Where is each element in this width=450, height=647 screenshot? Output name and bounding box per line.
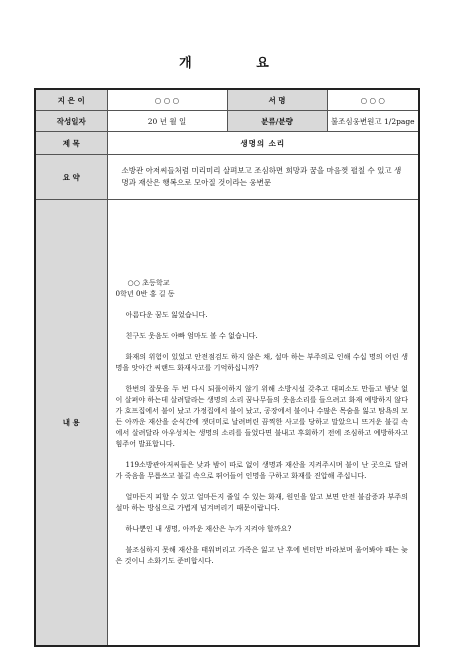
- paragraph: 아름다운 꿈도 잃었습니다.: [125, 310, 208, 320]
- date-value: 20 년 월 일: [107, 111, 227, 132]
- form-table: [34, 88, 420, 647]
- author-label: 지 은 이: [35, 89, 107, 111]
- category-value: 불조심웅변원고 1/2page: [327, 111, 419, 132]
- signature-label: 서 명: [227, 89, 327, 111]
- subject-label: 제 목: [35, 132, 107, 155]
- document-title: 개 요: [179, 56, 299, 71]
- content-body: [107, 200, 419, 647]
- summary-label: 요 약: [35, 155, 107, 200]
- summary-text: 소방관 아저씨들처럼 미리미리 살펴보고 조심하면 희망과 꿈을 마음껏 펼칠 수 있고 생명과 재산은 행복으로 모아질 것이라는 웅변문: [107, 155, 419, 200]
- paragraph: 하나뿐인 내 생명, 아까운 재산은 누가 지켜야 할까요?: [125, 523, 292, 533]
- paragraph: 화재의 위험이 있었고 안전점검도 하지 않은 채, 설마 하는 부주의로 인해 수십 명의 어린 생명을 앗아간 씨랜드 화재사고를 기억하십니까?: [115, 352, 409, 373]
- content-label: 내 용: [35, 200, 107, 647]
- paragraph: 불조심하지 못해 재산을 태워버리고 가족은 잃고 난 후에 빈터만 바라보며 울어봐야 때는 늦은 것이니 소화기도 준비합시다.: [115, 544, 409, 565]
- author-value: ○ ○ ○: [107, 89, 227, 111]
- student-name: 0학년 0반 홍 길 동: [115, 289, 175, 299]
- school-name: ○○ 초등학교: [127, 278, 170, 288]
- date-label: 작성일자: [35, 111, 107, 132]
- paragraph: 한번의 잘못을 두 번 다시 되풀이하지 않기 위해 소방시설 갖추고 대피소도 만들고 밤낮 없이 살펴야 하는데 살려달라는 생명의 소리 꿈나무들의 웃음소리를 들으려고 화재 예방하지 않다가 호프집에서 불이 났고 가정집에서 불이 났고, 공장에서 불이나 수많은 목숨을 잃고 탐욕의 모든 아까운 재산을 순식간에 잿더미로 날려버린 끔찍한 사고를 당하고 말았으니 뜨거운 불길 속에서 살려달라 아우성치는 생명의 소리를 들었다면 불내고 후회하기 전에 조심하고 예방하자고 힘주어 발표합니다.: [115, 384, 409, 448]
- category-label: 분류/분량: [227, 111, 327, 132]
- signature-value: ○ ○ ○: [327, 89, 419, 111]
- paragraph: 친구도 웃음도 아빠 엄마도 볼 수 없습니다.: [125, 331, 258, 341]
- subject-value: 생명의 소리: [107, 132, 419, 155]
- paragraph: 119소방관아저씨들은 낮과 밤이 따로 없이 생명과 재산을 지켜주시며 불이 난 곳으로 달려가 죽음을 무릅쓰고 불길 속으로 뛰어들어 인명을 구하고 화재를 진압해 주십니다.: [115, 459, 409, 480]
- paragraph: 얼마든지 피할 수 있고 얼마든지 줄일 수 있는 화재, 원인을 알고 보면 안전 불감증과 부주의 설마 하는 방심으로 가볍게 넘겨버리기 때문이랍니다.: [115, 491, 409, 512]
